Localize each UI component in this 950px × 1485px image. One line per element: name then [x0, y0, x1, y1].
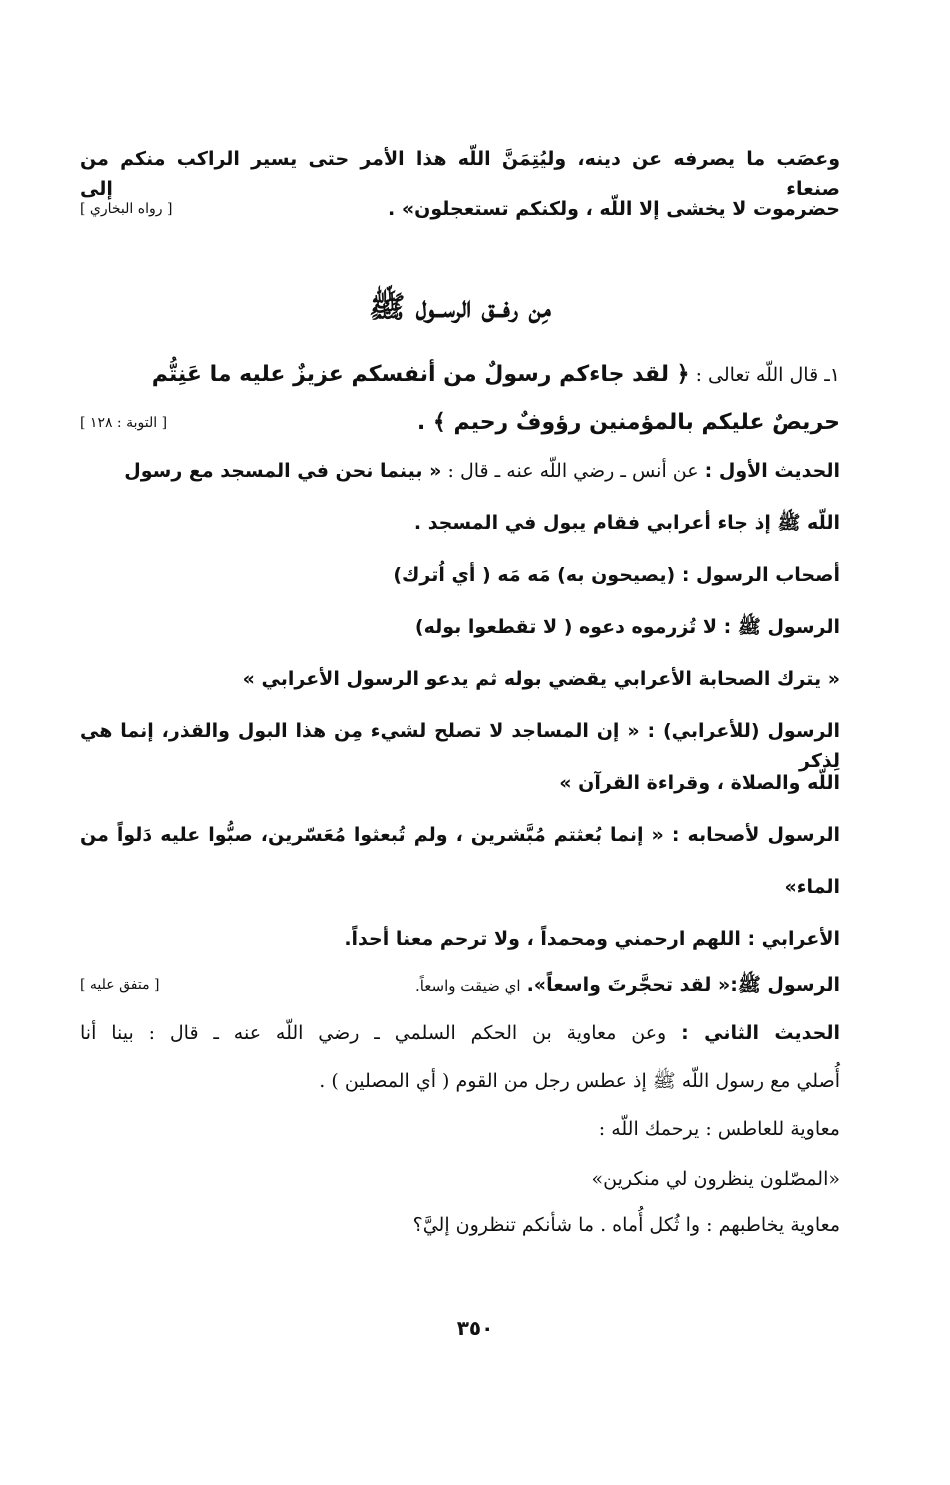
- hadith2-line-2: أُصلي مع رسول اللّه ﷺ إذ عطس رجل من القوم ( أي المصلين ) .: [319, 1070, 840, 1092]
- verse-text-2: حريصٌ عليكم بالمؤمنين رؤوفٌ رحيم ﴾ .: [416, 410, 840, 435]
- prophet-line-2a: الرسول (للأعرابي) : « إن المساجد لا تصلح لشيء مِن هذا البول والقذر، إنما هي لِذكر: [80, 720, 840, 772]
- hadith2-line-1: [80, 1018, 840, 1048]
- muawiya-line-2: معاوية يخاطبهم : وا ثُكل أُماه . ما شأنكم تنظرون إليَّ؟: [412, 1214, 840, 1236]
- prophet-line-4-gloss: اي ضيقت واسعاً.: [414, 977, 521, 995]
- section-title: مِن رفــق الرســول ﷺ: [369, 290, 551, 325]
- hadith1-quote-1: « بينما نحن في المسجد مع رسول: [124, 460, 442, 482]
- prophet-line-1: الرسول ﷺ : لا تُزرموه دعوه ( لا تقطعوا بوله): [414, 616, 840, 638]
- worshippers-line: «المصّلون ينظرون لي منكرين»: [591, 1168, 840, 1190]
- intro-reference: [ رواه البخاري ]: [80, 201, 173, 217]
- prophet-line-4-bold: الرسول ﷺ:« لقد تحجَّرتَ واسعاً».: [526, 974, 840, 996]
- companions-line: أصحاب الرسول : (يصيحون به) مَه مَه ( أي اُترك): [393, 564, 840, 586]
- hadith1-line-1: [80, 456, 840, 486]
- hadith1-line-2: اللّه ﷺ إذ جاء أعرابي فقام يبول في المسجد .: [413, 512, 840, 534]
- hadith1-reference: [ متفق عليه ]: [80, 977, 160, 993]
- hadith2-text-1: وعن معاوية بن الحكم السلمي ـ رضي اللّه عنه ـ قال : بينا أنا: [80, 1022, 667, 1044]
- prophet-line-2b: اللّه والصلاة ، وقراءة القرآن »: [559, 772, 840, 794]
- intro-line-2-text: حضرموت لا يخشى إلا اللّه ، ولكنكم تستعجلون» .: [388, 198, 840, 220]
- prophet-line-3b: الماء»: [784, 876, 840, 898]
- bedouin-line: الأعرابي : اللهم ارحمني ومحمداً ، ولا ترحم معنا أحداً.: [344, 928, 840, 950]
- intro-line-2: [80, 194, 840, 224]
- verse-line-2: [80, 408, 840, 438]
- hadith1-label: الحديث الأول :: [704, 460, 840, 482]
- verse-reference: [ التوبة : ١٢٨ ]: [80, 415, 168, 431]
- verse-text-1: ﴿ لقد جاءكم رسولٌ من أنفسكم عزيزٌ عليه ما عَنِتُّم: [151, 362, 690, 387]
- prophet-line-4: [80, 970, 840, 1001]
- prophet-line-3a: الرسول لأصحابه : « إنما بُعثتم مُبَّشرين ، ولم تُبعثوا مُعَسّرين، صبُّوا عليه دَلواً من: [80, 824, 840, 846]
- hadith1-narration: عن أنس ـ رضي اللّه عنه ـ قال :: [447, 460, 699, 482]
- page-number: ٣٥٠: [456, 1316, 494, 1340]
- intro-line-1: وعصَب ما يصرفه عن دينه، وليُتِمَنَّ اللّه هذا الأمر حتى يسير الراكب منكم من صنعاء إلى: [80, 148, 840, 200]
- hadith2-label: الحديث الثاني :: [681, 1022, 840, 1044]
- verse-line-1: [80, 360, 840, 390]
- verse-intro: ١ـ قال اللّه تعالى :: [695, 364, 840, 386]
- companions-leave-line: « يترك الصحابة الأعرابي يقضي بوله ثم يدعو الرسول الأعرابي »: [242, 668, 840, 690]
- muawiya-line-1: معاوية للعاطس : يرحمك اللّه :: [598, 1118, 840, 1140]
